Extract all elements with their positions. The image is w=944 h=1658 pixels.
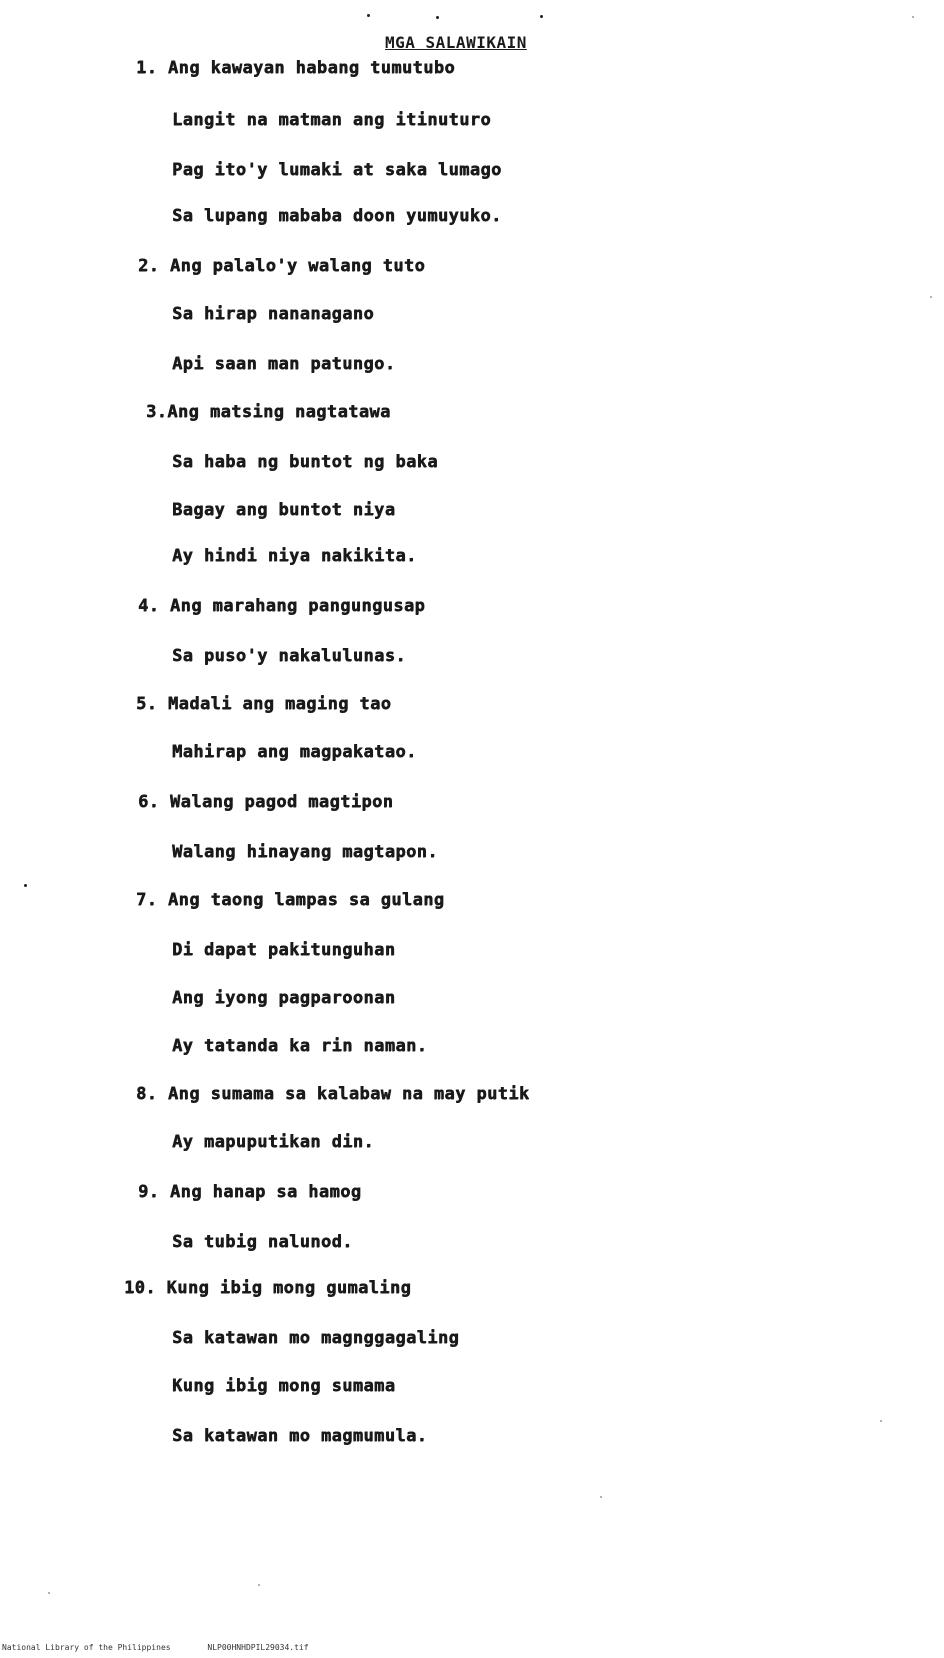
saying-1-line-1 bbox=[136, 58, 455, 78]
scan-speck bbox=[436, 16, 439, 19]
saying-2-line-3: Api saan man patungo. bbox=[172, 354, 396, 374]
saying-number: 2. bbox=[138, 256, 160, 276]
scan-speck bbox=[930, 296, 932, 298]
footer-library: National Library of the Philippines bbox=[2, 1643, 171, 1652]
scan-speck bbox=[880, 1420, 882, 1422]
saying-number: 1. bbox=[136, 58, 158, 78]
saying-text: Walang pagod magtipon bbox=[169, 792, 394, 812]
saying-7-line-2: Di dapat pakitunguhan bbox=[172, 940, 396, 960]
saying-6-line-1 bbox=[138, 792, 393, 812]
saying-number: 3. bbox=[146, 402, 168, 422]
saying-4-line-1 bbox=[138, 596, 425, 616]
scan-speck bbox=[912, 16, 914, 18]
saying-number: 8. bbox=[136, 1084, 158, 1104]
saying-7-line-4: Ay tatanda ka rin naman. bbox=[172, 1036, 428, 1056]
scan-footer bbox=[2, 1643, 341, 1652]
saying-3-line-4: Ay hindi niya nakikita. bbox=[172, 546, 417, 566]
scan-speck bbox=[258, 1584, 260, 1586]
saying-text: Ang palalo'y walang tuto bbox=[169, 256, 426, 276]
saying-number: 5. bbox=[136, 694, 158, 714]
saying-6-line-2: Walang hinayang magtapon. bbox=[172, 842, 438, 862]
saying-number: 9. bbox=[138, 1182, 160, 1202]
saying-10-line-4: Sa katawan mo magmumula. bbox=[172, 1426, 428, 1446]
saying-1-line-4: Sa lupang mababa doon yumuyuko. bbox=[172, 206, 502, 226]
saying-number: 10. bbox=[124, 1278, 156, 1298]
scan-speck bbox=[600, 1496, 602, 1498]
saying-3-line-3: Bagay ang buntot niya bbox=[172, 500, 396, 520]
saying-9-line-2: Sa tubig nalunod. bbox=[172, 1232, 353, 1252]
saying-number: 6. bbox=[138, 792, 160, 812]
saying-8-line-1 bbox=[136, 1084, 530, 1104]
saying-5-line-1 bbox=[136, 694, 391, 714]
saying-10-line-2: Sa katawan mo magnggagaling bbox=[172, 1328, 460, 1348]
saying-number: 7. bbox=[136, 890, 158, 910]
scan-speck bbox=[48, 1592, 50, 1594]
scan-speck bbox=[540, 15, 543, 18]
saying-text: Kung ibig mong gumaling bbox=[166, 1278, 412, 1298]
saying-text: Ang marahang pangungusap bbox=[169, 596, 426, 616]
saying-8-line-2: Ay mapuputikan din. bbox=[172, 1132, 375, 1152]
page-title: MGA SALAWIKAIN bbox=[385, 33, 527, 52]
saying-10-line-3: Kung ibig mong sumama bbox=[172, 1376, 396, 1396]
saying-10-line-1 bbox=[124, 1278, 411, 1298]
footer-file-id: NLP00HNHDPIL29034.tif bbox=[207, 1643, 309, 1652]
saying-9-line-1 bbox=[138, 1182, 361, 1202]
saying-1-line-2: Langit na matman ang itinuturo bbox=[172, 110, 492, 130]
saying-7-line-3: Ang iyong pagparoonan bbox=[172, 988, 396, 1008]
saying-7-line-1 bbox=[136, 890, 444, 910]
saying-text: Ang sumama sa kalabaw na may putik bbox=[167, 1084, 530, 1104]
saying-3-line-2: Sa haba ng buntot ng baka bbox=[172, 452, 438, 472]
saying-text: Ang kawayan habang tumutubo bbox=[167, 58, 456, 78]
saying-4-line-2: Sa puso'y nakalulunas. bbox=[172, 646, 406, 666]
scan-speck bbox=[367, 14, 370, 17]
saying-1-line-3: Pag ito'y lumaki at saka lumago bbox=[172, 160, 502, 180]
saying-text: Madali ang maging tao bbox=[167, 694, 392, 714]
saying-2-line-1 bbox=[138, 256, 425, 276]
saying-5-line-2: Mahirap ang magpakatao. bbox=[172, 742, 417, 762]
saying-text: Ang matsing nagtatawa bbox=[167, 402, 391, 422]
scan-speck bbox=[24, 884, 27, 887]
saying-2-line-2: Sa hirap nananagano bbox=[172, 304, 375, 324]
saying-text: Ang taong lampas sa gulang bbox=[167, 890, 445, 910]
saying-3-line-1 bbox=[146, 402, 391, 422]
saying-text: Ang hanap sa hamog bbox=[169, 1182, 362, 1202]
saying-number: 4. bbox=[138, 596, 160, 616]
